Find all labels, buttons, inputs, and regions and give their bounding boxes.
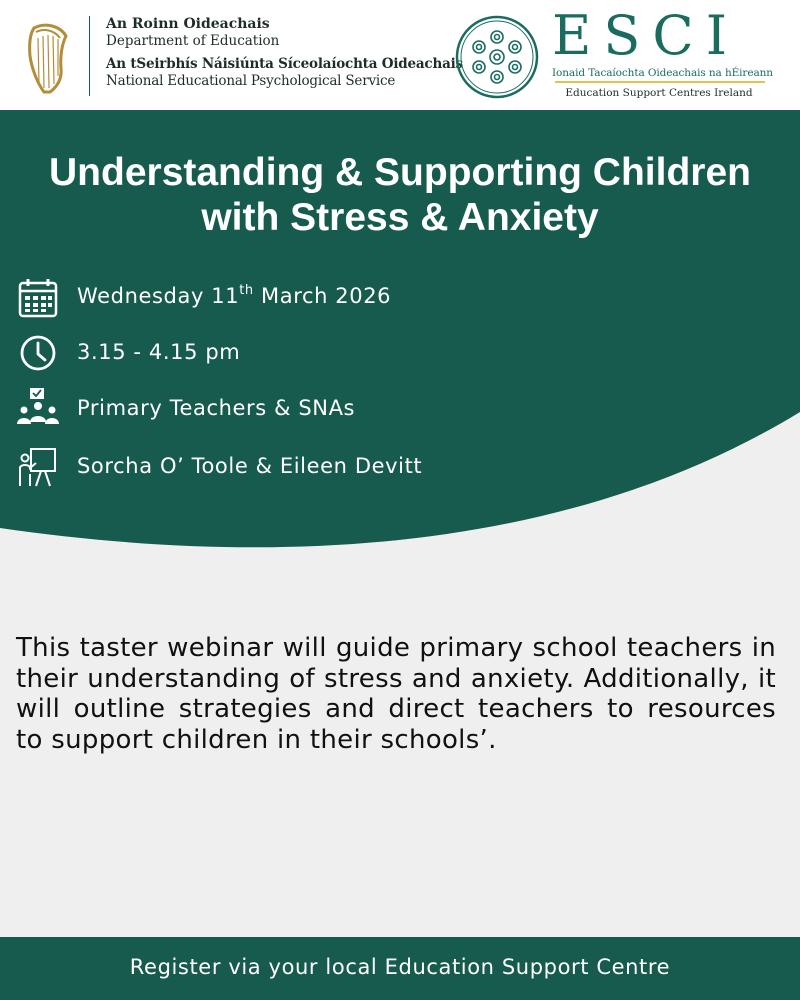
- event-audience-row: [16, 388, 616, 432]
- presenter-icon: [16, 446, 60, 490]
- event-title-line2: with Stress & Anxiety: [201, 196, 599, 239]
- register-call-to-action: Register via your local Education Support Centre: [129, 955, 671, 979]
- esci-emblem-icon: [455, 15, 539, 99]
- event-presenters: Sorcha O’ Toole & Eileen Devitt: [77, 454, 423, 478]
- clock-icon: [16, 332, 60, 376]
- calendar-icon: [16, 276, 60, 320]
- footer-bar: [0, 937, 800, 1000]
- department-name-english: Department of Education: [106, 33, 280, 49]
- esci-name-english: Education Support Centres Ireland: [565, 87, 753, 99]
- harp-logo-icon: [24, 22, 70, 96]
- service-name-english: National Educational Psychological Service: [106, 73, 396, 89]
- event-time: 3.15 - 4.15 pm: [77, 340, 241, 364]
- event-presenters-row: [16, 446, 616, 490]
- event-date-ordinal: th: [239, 283, 254, 298]
- event-title-line1: Understanding & Supporting Children: [49, 151, 751, 194]
- esci-wordmark: ESCI: [552, 4, 740, 67]
- department-name-irish: An Roinn Oideachais: [106, 16, 270, 32]
- service-name-irish: An tSeirbhís Náisiúnta Síceolaíochta Oideachais: [106, 55, 463, 72]
- event-date-day: Wednesday 11: [77, 284, 240, 308]
- esci-name-irish: Ionaid Tacaíochta Oideachais na hÉireann: [552, 67, 773, 79]
- header-bar: [0, 0, 800, 111]
- event-audience: Primary Teachers & SNAs: [77, 396, 356, 420]
- esci-gold-rule: [555, 81, 765, 83]
- event-date-month-year: March 2026: [253, 284, 392, 308]
- event-date-row: [16, 276, 616, 320]
- department-text-block: [106, 17, 463, 89]
- header-divider: [89, 16, 90, 96]
- event-time-row: [16, 332, 616, 376]
- event-description: This taster webinar will guide primary school teachers in their understanding of stress and anxiety. Additionally, it will outline strategies and direct teachers to resources to support children in their schools’.: [16, 633, 776, 755]
- event-date: [77, 284, 391, 308]
- audience-icon: [16, 388, 60, 432]
- event-title: [0, 150, 800, 240]
